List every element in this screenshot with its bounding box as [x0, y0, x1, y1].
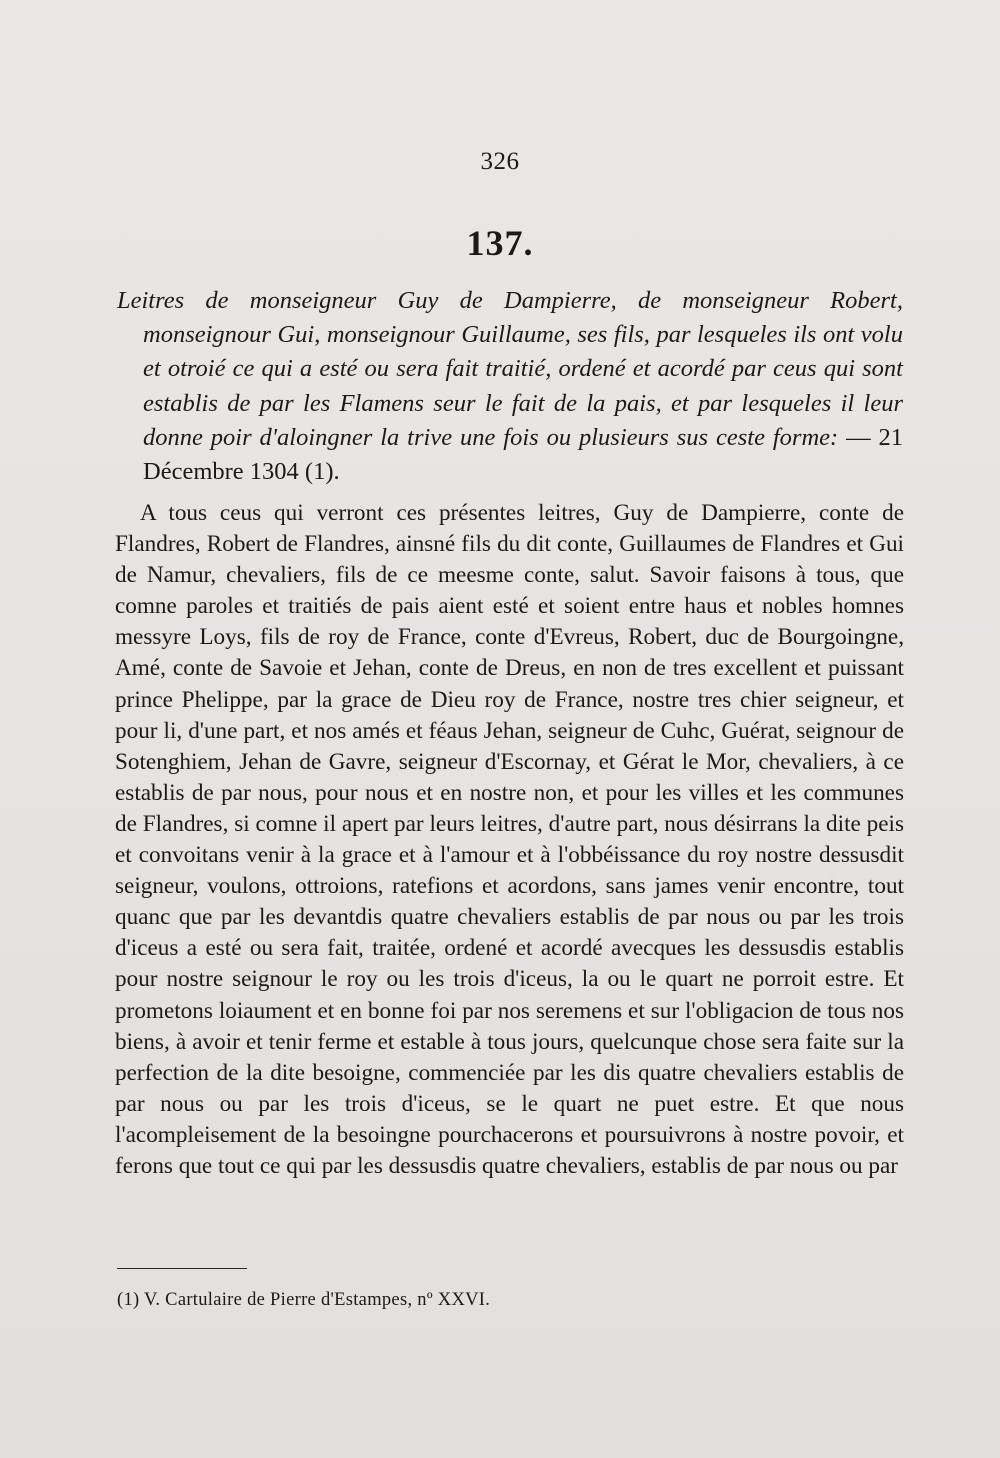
title-text: Leitres de monseigneur Guy de Dampierre, de monseigneur Robert, monseignour Gui, monseignour Guillaume, ses fils, par lesqueles ils ont volu et otroié ce qui a esté ou sera fait traitié, ordené et acordé par ceus qui sont establis de par les Flamens seur le fait de la pais, et par lesqueles il leur donne poir d'aloingner la trive une fois ou plusieurs sus ceste forme: — [117, 287, 903, 451]
title-date: — 21 Décembre 1304 (1). — [143, 423, 903, 486]
document-number: 137. — [466, 223, 534, 263]
page-number: 326 — [480, 148, 520, 175]
footnote: (1) V. Cartulaire de Pierre d'Estampes, nº XXVI. — [117, 1290, 491, 1310]
document-title — [117, 284, 903, 489]
body-paragraph: A tous ceus qui verront ces présentes leitres, Guy de Dampierre, conte de Flandres, Robert de Flandres, ainsné fils du dit conte, Guillaumes de Flandres et Gui de Namur, chevaliers, fils de ce meesme conte, salut. Savoir faisons à tous, que comne paroles et traitiés de pais aient esté et soient entre haus et nobles homnes messyre Loys, fils de roy de France, conte d'Evreus, Robert, duc de Bourgoingne, Amé, conte de Savoie et Jehan, conte de Dreus, en non de tres excellent et puissant prince Phelippe, par la grace de Dieu roy de France, nostre tres chier seigneur, et pour li, d'une part, et nos amés et féaus Jehan, seigneur de Cuhc, Guérat, seignour de Sotenghiem, Jehan de Gavre, seigneur d'Escornay, et Gérat le Mor, chevaliers, à ce establis de par nous, pour nous et en nostre non, et pour les villes et les communes de Flandres, si comne il apert par leurs leitres, d'autre part, nous désirrans la dite peis et convoitans venir à la grace et à l'amour et à l'obbéissance du roy nostre dessusdit seigneur, voulons, ottroions, ratefions et acordons, sans james venir encontre, tout quanc que par les devantdis quatre chevaliers establis de par nous ou par les trois d'iceus a esté ou sera fait, traitée, ordené et acordé avecques les dessusdis establis pour nostre seignour le roy ou les trois d'iceus, la ou le quart ne porroit estre. Et prometons loiaument et en bonne foi par nos seremens et sur l'obligacion de tous nos biens, à avoir et tenir ferme et estable à tous jours, quelcunque chose sera faite sur la perfection de la dite besoigne, commenciée par les dis quatre chevaliers establis de par nous ou par les trois d'iceus, se le quart ne puet estre. Et que nous l'acompleisement de la besoingne pourchacerons et poursuivrons à nostre povoir, et ferons que tout ce qui par les dessusdis quatre chevaliers, establis de par nous ou par — [115, 500, 904, 1179]
footnote-divider — [117, 1268, 247, 1269]
